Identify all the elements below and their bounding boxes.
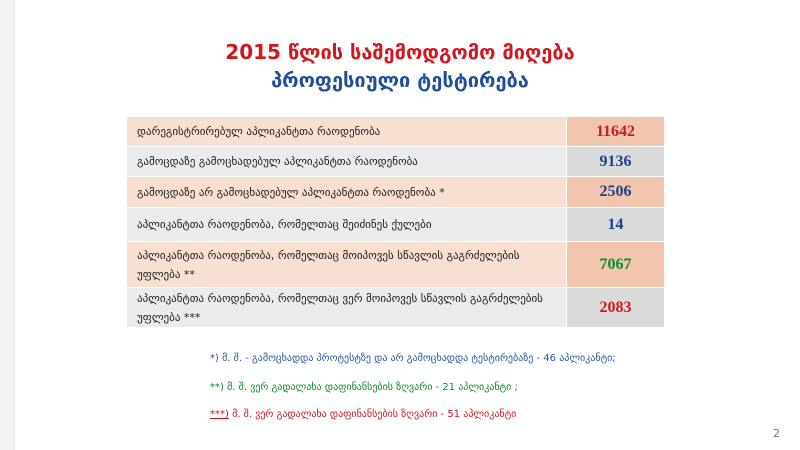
table-row-eligible: [127, 242, 665, 288]
row-label: გამოცდაზე გამოცხადებულ აპლიკანტთა რაოდენობა: [127, 147, 567, 177]
footnote-3-text: მ. შ. ვერ გადალახა დაფინანსების ზღვარი - 51 აპლიკანტი: [228, 409, 517, 420]
row-value: 2083: [567, 288, 665, 328]
row-label: აპლიკანტთა რაოდენობა, რომელთაც ვერ მოიპოვეს სწავლის გაგრძელების უფლება ***: [127, 288, 567, 328]
page-number: 2: [773, 427, 780, 440]
row-label: აპლიკანტთა რაოდენობა, რომელთაც შეიძინეს ქულები: [127, 208, 567, 242]
row-label: გამოცდაზე არ გამოცხადებულ აპლიკანტთა რაოდენობა *: [127, 177, 567, 208]
row-value: 7067: [567, 242, 665, 288]
row-value: 9136: [567, 147, 665, 177]
slide-title: 2015 წლის საშემოდგომო მიღება: [225, 40, 575, 64]
slide-subtitle: პროფესიული ტესტირება: [271, 68, 529, 92]
footnote-2: **) მ. შ. ვერ გადალახა დაფინანსების ზღვარი - 21 აპლიკანტი ;: [210, 382, 518, 393]
row-label: დარეგისტრირებულ აპლიკანტთა რაოდენობა: [127, 117, 567, 147]
table-row-points-acquired: [127, 208, 665, 242]
table-row-not-attended: [127, 177, 665, 208]
table-row-not-eligible: [127, 288, 665, 328]
row-value: 14: [567, 208, 665, 242]
statistics-table: [126, 116, 665, 328]
row-value: 11642: [567, 117, 665, 147]
footnote-1: *) მ. შ. - გამოცხადდა პროტესტზე და არ გამოცხადდა ტესტირებაზე - 46 აპლიკანტი;: [210, 353, 616, 364]
row-label: აპლიკანტთა რაოდენობა, რომელთაც მოიპოვეს სწავლის გაგრძელების უფლება **: [127, 242, 567, 288]
slide-left-bar: [0, 0, 15, 450]
table-row-registered: [127, 117, 665, 147]
footnote-3: [210, 408, 516, 422]
table-row-attended: [127, 147, 665, 177]
footnote-3-marker: ***): [210, 409, 229, 420]
row-value: 2506: [567, 177, 665, 208]
